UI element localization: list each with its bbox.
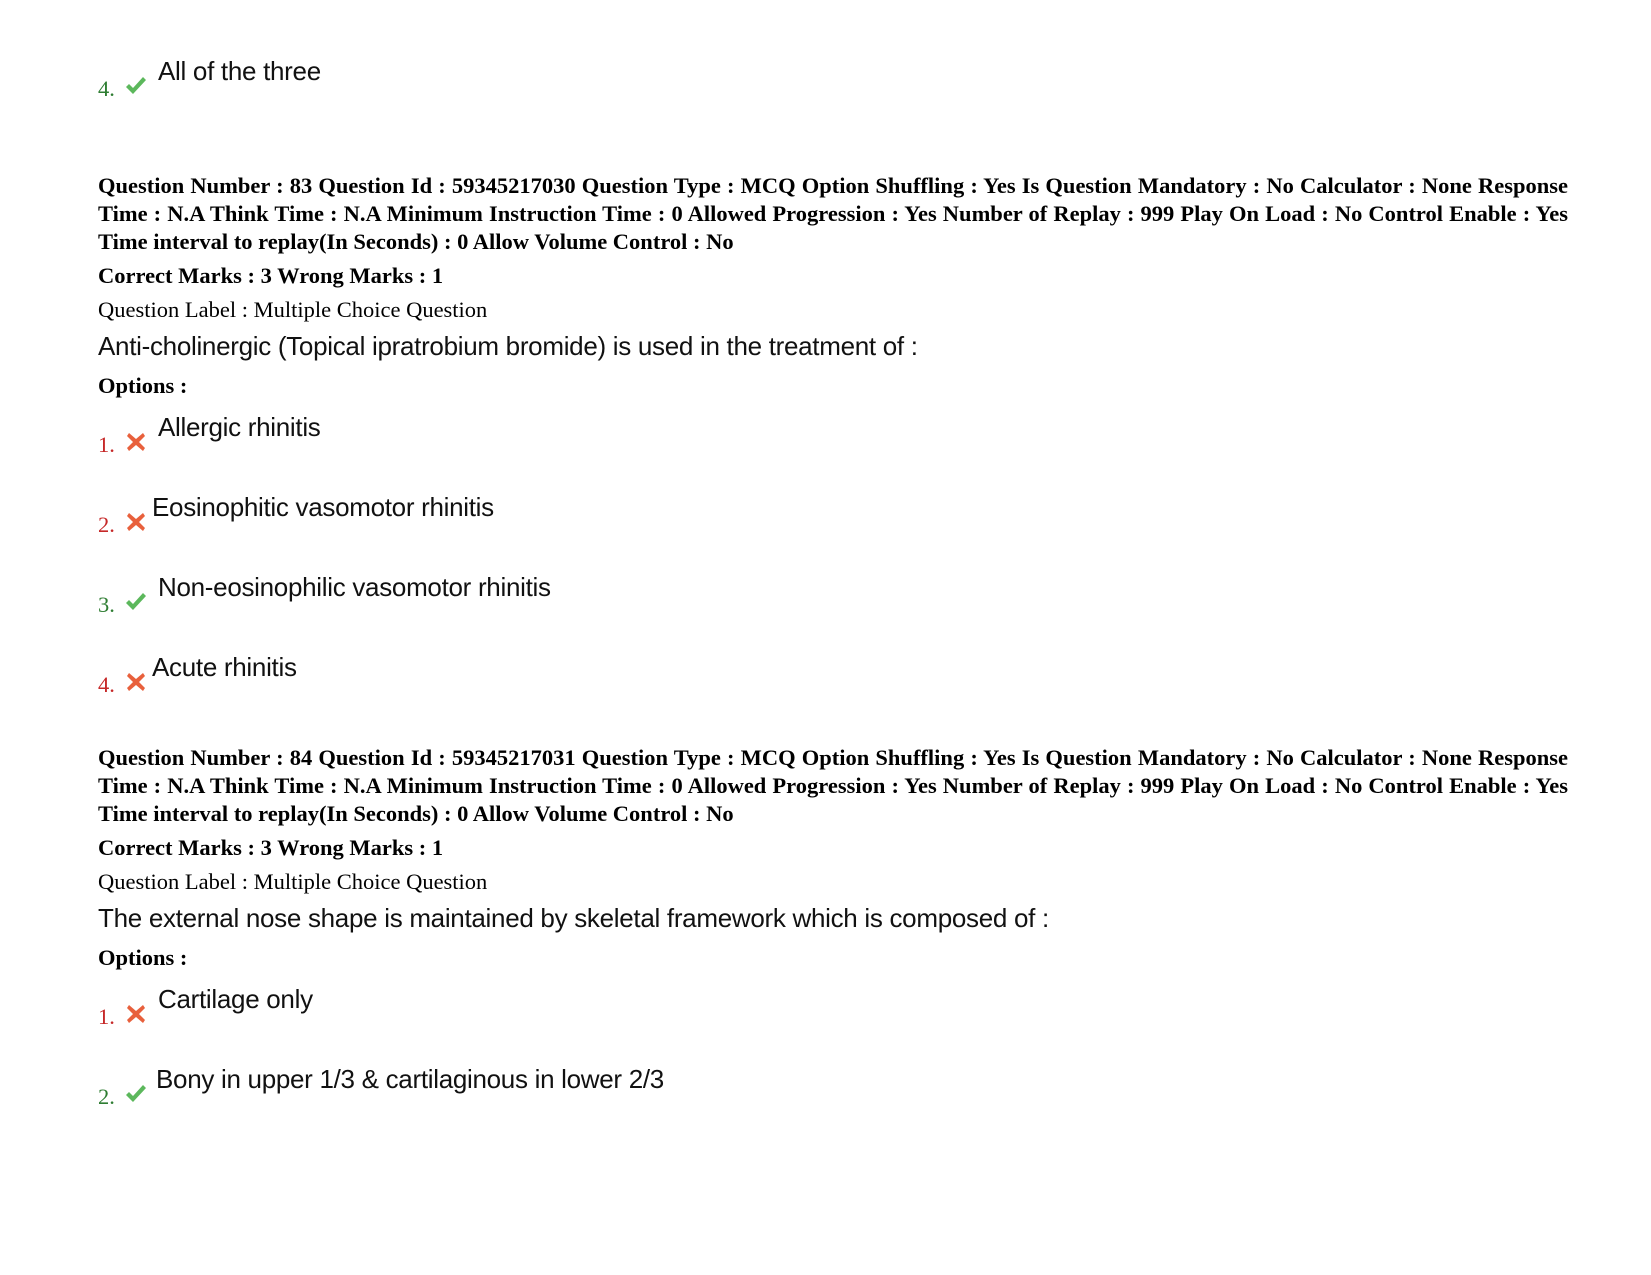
option-text: Bony in upper 1/3 & cartilaginous in lower 2/3 [156,1064,664,1094]
cross-icon [124,1002,148,1026]
check-icon [124,1082,148,1106]
option-text: Non-eosinophilic vasomotor rhinitis [158,572,551,602]
option-text: Allergic rhinitis [158,412,321,442]
option-item [98,654,1568,734]
option-item [98,1066,1568,1146]
question-label: Question Label : Multiple Choice Question [98,869,488,894]
option-item [98,986,1568,1066]
option-number: 4. [98,672,115,697]
question-marks: Correct Marks : 3 Wrong Marks : 1 [98,263,444,288]
question-marks: Correct Marks : 3 Wrong Marks : 1 [98,835,444,860]
options-list [98,986,1568,1146]
question-label: Question Label : Multiple Choice Question [98,297,488,322]
cross-icon [124,510,148,534]
option-item [98,414,1568,494]
option-text: Acute rhinitis [152,652,297,682]
check-icon [124,590,148,614]
option-item [98,494,1568,574]
cross-icon [124,430,148,454]
options-heading: Options : [98,945,188,970]
question-meta: Question Number : 83 Question Id : 59345217030 Question Type : MCQ Option Shuffling : Yes Is Question Mandatory : No Calculator : None Response Time : N.A Think Time : N.A Minimum Instruction Time : 0 Allowed Progression : Yes Number of Replay : 999 Play On Load : No Control Enable : Yes Time interval to replay(In Seconds) : 0 Allow Volume Control : No [98,173,1568,254]
option-number: 2. [98,1084,115,1109]
option-number: 3. [98,592,115,617]
option-text: Cartilage only [158,984,313,1014]
question-block [98,172,1568,734]
option-number: 1. [98,1004,115,1029]
question-text: The external nose shape is maintained by skeletal framework which is composed of : [98,903,1049,933]
option-number: 1. [98,432,115,457]
options-heading: Options : [98,373,188,398]
option-item [98,574,1568,654]
option-text: Eosinophitic vasomotor rhinitis [152,492,494,522]
check-icon [124,74,148,98]
option-number: 2. [98,512,115,537]
cross-icon [124,670,148,694]
question-text: Anti-cholinergic (Topical ipratrobium bromide) is used in the treatment of : [98,331,918,361]
option-text: All of the three [158,56,321,86]
options-list [98,414,1568,734]
question-block [98,744,1568,1146]
question-meta: Question Number : 84 Question Id : 59345217031 Question Type : MCQ Option Shuffling : Yes Is Question Mandatory : No Calculator : None Response Time : N.A Think Time : N.A Minimum Instruction Time : 0 Allowed Progression : Yes Number of Replay : 999 Play On Load : No Control Enable : Yes Time interval to replay(In Seconds) : 0 Allow Volume Control : No [98,745,1568,826]
option-number: 4. [98,76,115,101]
